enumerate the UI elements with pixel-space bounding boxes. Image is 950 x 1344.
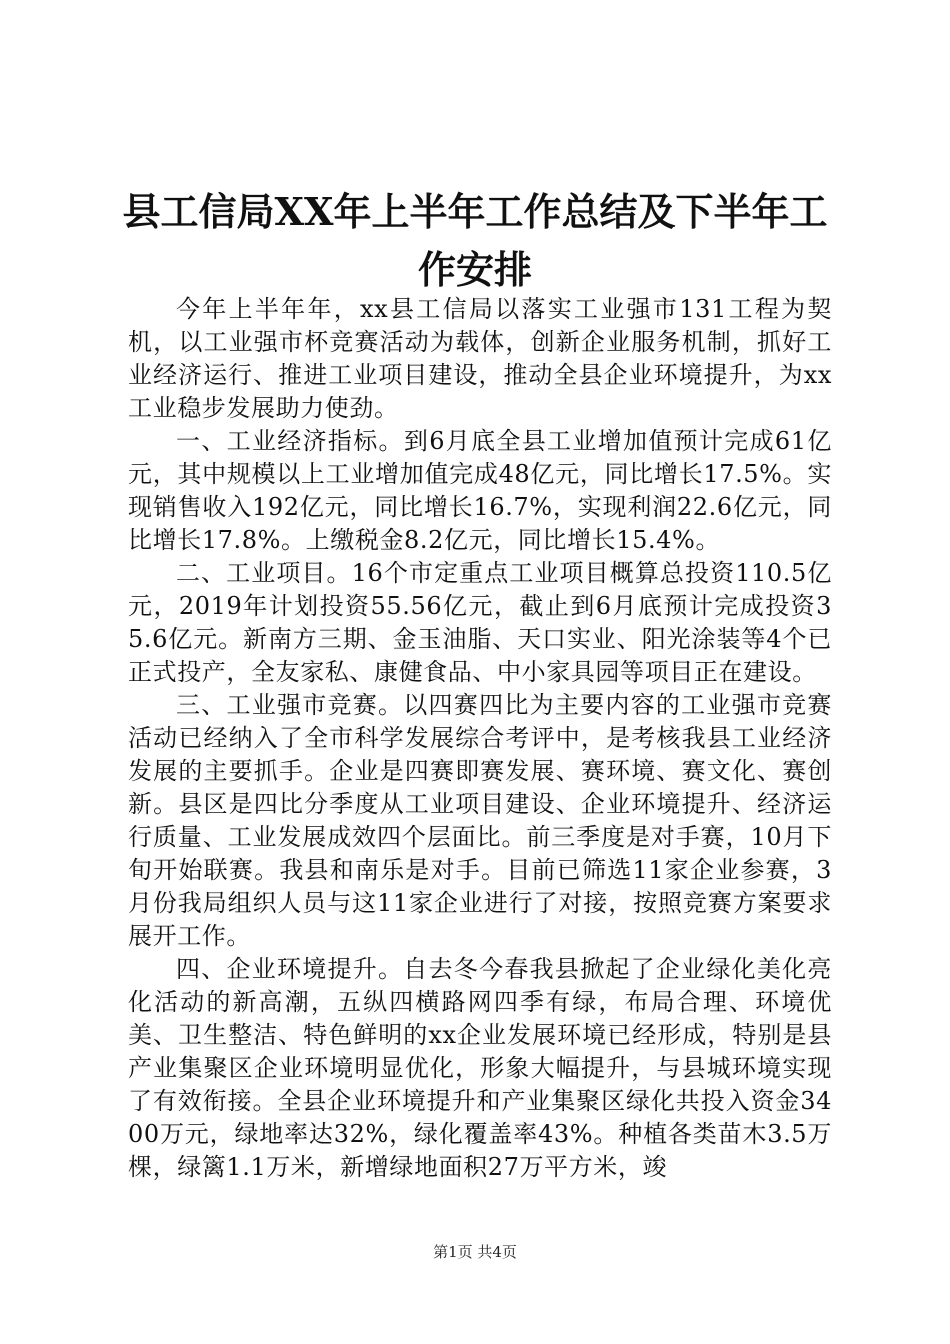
document-body (128, 293, 832, 1184)
paragraph-economic-indicators: 一、工业经济指标。到6月底全县工业增加值预计完成61亿元，其中规模以上工业增加值完成48亿元，同比增长17.5%。实现销售收入192亿元，同比增长16.7%，实现利润22.6亿元，同比增长17.8%。上缴税金8.2亿元，同比增长15.4%。 (128, 427, 832, 554)
paragraph-intro: 今年上半年年，xx县工信局以落实工业强市131工程为契机，以工业强市杯竞赛活动为载体，创新企业服务机制，抓好工业经济运行、推进工业项目建设，推动全县企业环境提升，为xx工业稳步发展助力使劲。 (128, 295, 832, 422)
paragraph-competition: 三、工业强市竞赛。以四赛四比为主要内容的工业强市竞赛活动已经纳入了全市科学发展综合考评中，是考核我县工业经济发展的主要抓手。企业是四赛即赛发展、赛环境、赛文化、赛创新。县区是四比分季度从工业项目建设、企业环境提升、经济运行质量、工业发展成效四个层面比。前三季度是对手赛，10月下旬开始联赛。我县和南乐是对手。目前已筛选11家企业参赛，3月份我局组织人员与这11家企业进行了对接，按照竞赛方案要求展开工作。 (128, 691, 832, 950)
paragraph-environment: 四、企业环境提升。自去冬今春我县掀起了企业绿化美化亮化活动的新高潮，五纵四横路网四季有绿，布局合理、环境优美、卫生整洁、特色鲜明的xx企业发展环境已经形成，特别是县产业集聚区企业环境明显优化，形象大幅提升，与县城环境实现了有效衔接。全县企业环境提升和产业集聚区绿化共投入资金3400万元，绿地率达32%，绿化覆盖率43%。种植各类苗木3.5万棵，绿篱1.1万米，新增绿地面积27万平方米，竣 (128, 955, 832, 1181)
document-title: 县工信局XX年上半年工作总结及下半年工作安排 (122, 189, 828, 292)
page-footer: 第1页 共4页 (433, 1243, 517, 1261)
paragraph-industrial-projects: 二、工业项目。16个市定重点工业项目概算总投资110.5亿元，2019年计划投资55.56亿元，截止到6月底预计完成投资35.6亿元。新南方三期、金玉油脂、天口实业、阳光涂装等4个已正式投产，全友家私、康健食品、中小家具园等项目正在建设。 (128, 559, 832, 686)
